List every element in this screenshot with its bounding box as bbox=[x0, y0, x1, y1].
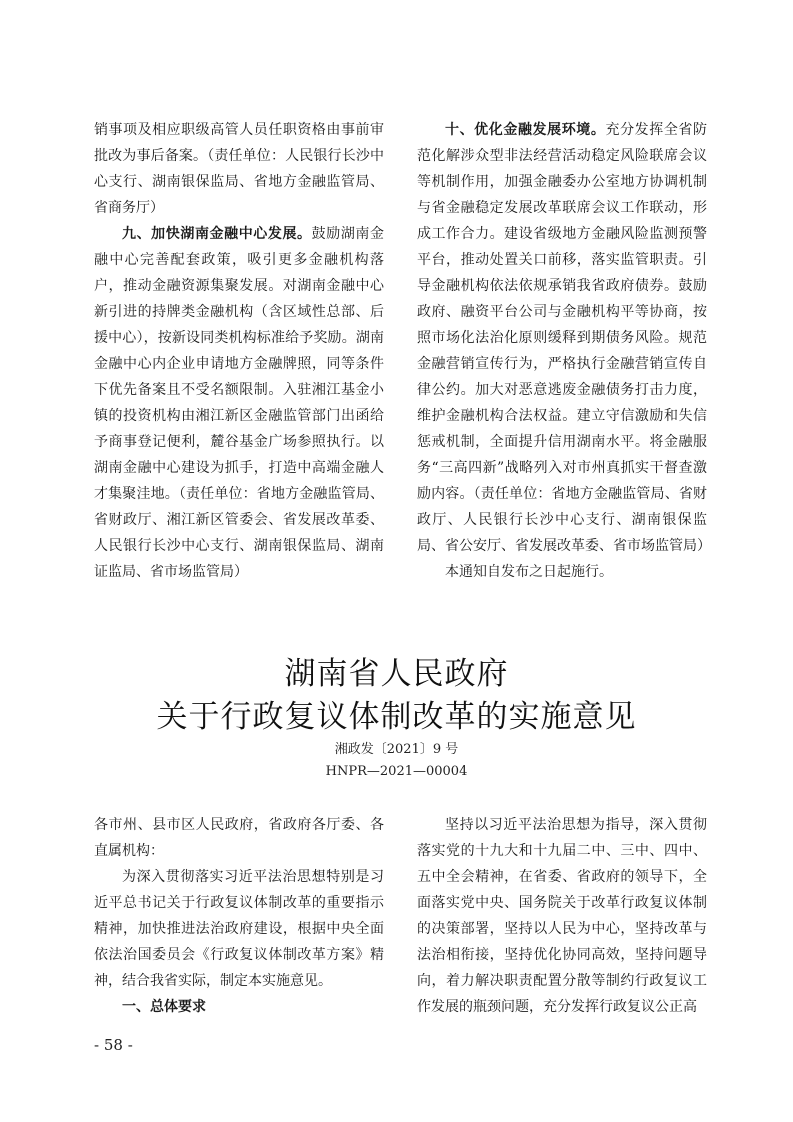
top-right-column bbox=[417, 117, 711, 585]
paragraph-section-10 bbox=[417, 117, 711, 559]
bottom-right-column bbox=[417, 812, 707, 1020]
guiding-principles-paragraph: 坚持以习近平法治思想为指导，深入贯彻落实党的十九大和十九届二中、三中、四中、五中全会精神，在省委、省政府的领导下，全面落实党中央、国务院关于改革行政复议体制的决策部署，坚持以人民为中心，坚持改革与法治相衔接，坚持优化协同高效，坚持问题导向，着力解决职责配置分散等制约行政复议工作发展的瓶颈问题，充分发挥行政复议公正高 bbox=[417, 817, 707, 1015]
document-title-line-2: 关于行政复议体制改革的实施意见 bbox=[156, 699, 637, 735]
paragraph-section-9 bbox=[94, 221, 384, 585]
document-title-line-1: 湖南省人民政府 bbox=[284, 656, 509, 692]
top-left-column bbox=[94, 117, 384, 585]
bottom-left-column bbox=[94, 812, 384, 1020]
paragraph-continuation: 销事项及相应职级高管人员任职资格由事前审批改为事后备案。（责任单位：人民银行长沙中心支行、湖南银保监局、省地方金融监管局、省商务厅） bbox=[94, 122, 384, 216]
effective-date-note: 本通知自发布之日起施行。 bbox=[445, 564, 613, 580]
intro-paragraph: 为深入贯彻落实习近平法治思想特别是习近平总书记关于行政复议体制改革的重要指示精神，加快推进法治政府建设，根据中央全面依法治国委员会《行政复议体制改革方案》精神，结合我省实际，制定本实施意见。 bbox=[94, 869, 384, 989]
page-number: - 58 - bbox=[94, 1036, 133, 1054]
section-10-heading: 十、优化金融发展环境。 bbox=[445, 122, 606, 138]
salutation: 各市州、县市区人民政府，省政府各厅委、各直属机构： bbox=[94, 817, 384, 859]
document-code: HNPR—2021—00004 bbox=[325, 764, 468, 779]
section-9-body: 鼓励湖南金融中心完善配套政策，吸引更多金融机构落户，推动金融资源集聚发展。对湖南金融中心新引进的持牌类金融机构（含区域性总部、后援中心），按新设同类机构标准给予奖励。湖南金融中心内企业申请地方金融牌照，同等条件下优先备案且不受名额限制。入驻湘江基金小镇的投资机构由湘江新区金融监管部门出函给予商事登记便利，麓谷基金广场参照执行。以湖南金融中心建设为抓手，打造中高端金融人才集聚洼地。（责任单位：省地方金融监管局、省财政厅、湘江新区管委会、省发展改革委、人民银行长沙中心支行、湖南银保监局、湖南证监局、省市场监管局） bbox=[94, 226, 385, 580]
section-9-heading: 九、加快湖南金融中心发展。 bbox=[122, 226, 312, 242]
document-number: 湘政发〔2021〕9 号 bbox=[334, 742, 459, 757]
section-10-body: 充分发挥全省防范化解涉众型非法经营活动稳定风险联席会议等机制作用，加强金融委办公室地方协调机制与省金融稳定发展改革联席会议工作联动，形成工作合力。建设省级地方金融风险监测预警平台，推动处置关口前移，落实监管职责。引导金融机构依法依规承销我省政府债券。鼓励政府、融资平台公司与金融机构平等协商，按照市场化法治化原则缓释到期债务风险。规范金融营销宣传行为，严格执行金融营销宣传自律公约。加大对恶意逃废金融债务打击力度，维护金融机构合法权益。建立守信激励和失信惩戒机制，全面提升信用湖南水平。将金融服务“三高四新”战略列入对市州真抓实干督查激励内容。（责任单位：省地方金融监管局、省财政厅、人民银行长沙中心支行、湖南银保监局、省公安厅、省发展改革委、省市场监管局） bbox=[417, 122, 711, 554]
section-1-heading: 一、总体要求 bbox=[122, 999, 206, 1015]
